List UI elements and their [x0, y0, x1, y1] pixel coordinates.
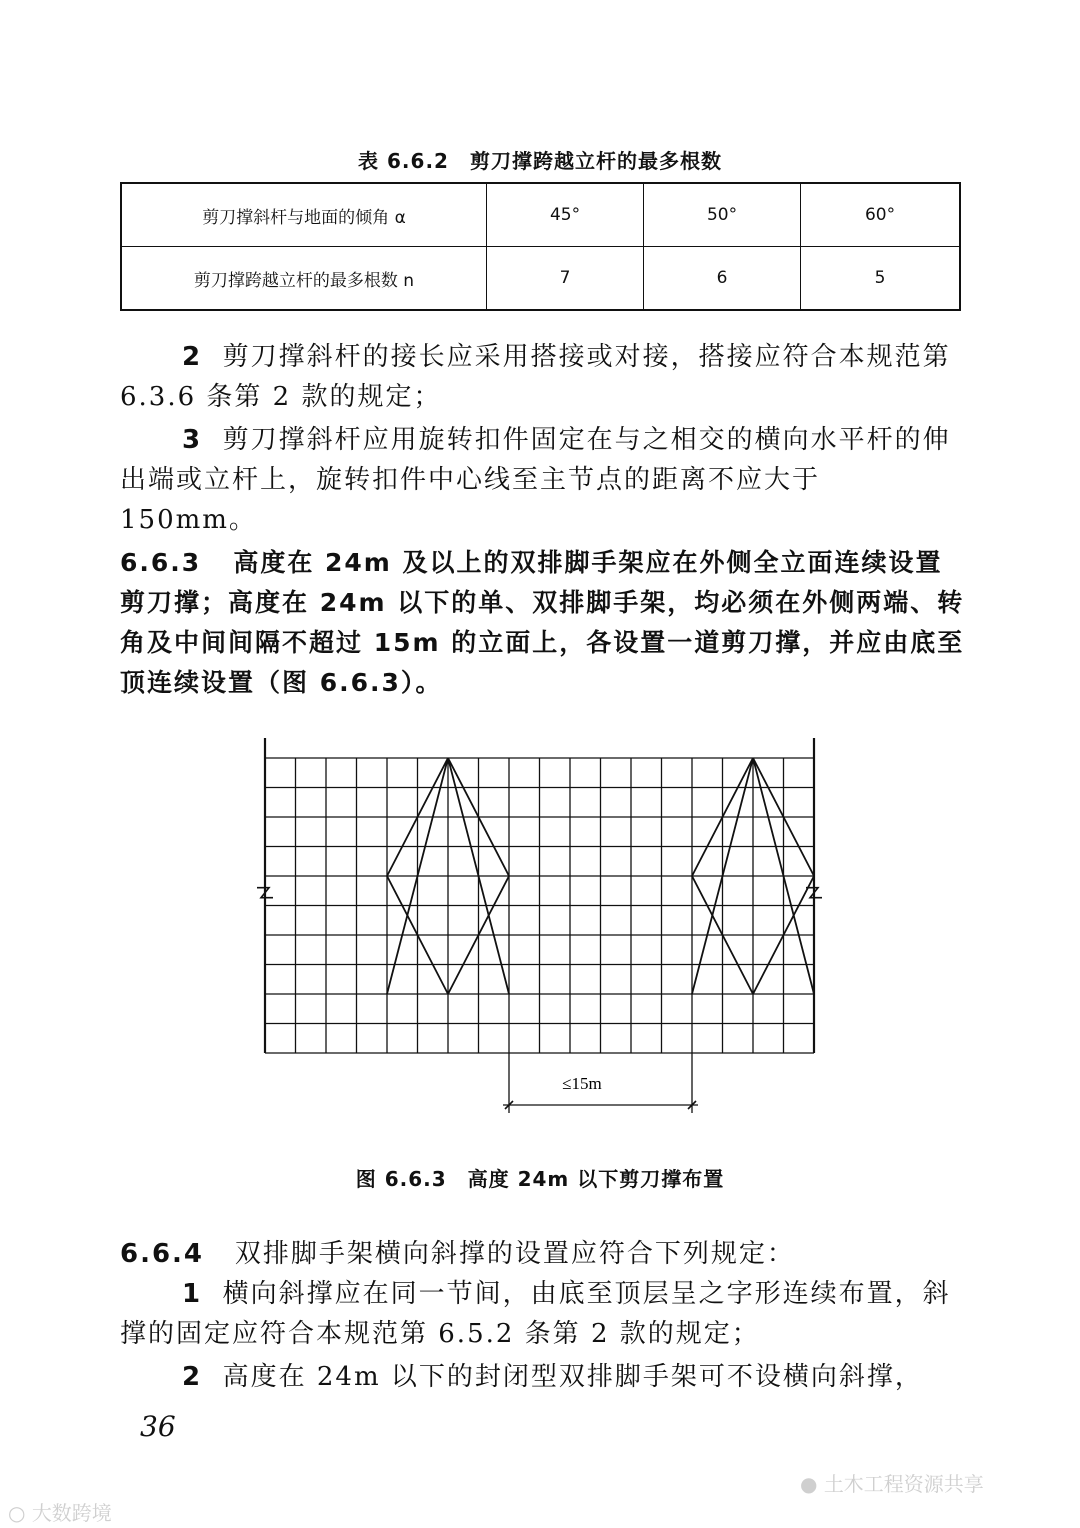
table-row-label: 剪刀撑跨越立杆的最多根数 n: [121, 247, 487, 311]
clause-text: 双排脚手架横向斜撑的设置应符合下列规定：: [234, 1239, 795, 1269]
item-number: 2: [182, 342, 203, 372]
brand-icon: ○: [8, 1501, 26, 1525]
table-cell: 7: [487, 247, 644, 311]
table-cell: 45°: [487, 183, 644, 247]
table-cell: 60°: [801, 183, 960, 247]
watermark-left: ○ 大数跨境: [8, 1501, 112, 1525]
item-number: 1: [182, 1279, 203, 1309]
item-number: 2: [182, 1362, 203, 1392]
wechat-icon: ●: [800, 1472, 818, 1496]
clause-6-6-4: [120, 1234, 965, 1274]
paragraph-item-1: [120, 1274, 965, 1354]
item-number: 3: [182, 425, 203, 455]
item-text: 高度在 24m 以下的封闭型双排脚手架可不设横向斜撑，: [222, 1362, 923, 1392]
scaffold-grid: [265, 738, 814, 1053]
item-text: 剪刀撑斜杆应用旋转扣件固定在与之相交的横向水平杆的伸出端或立杆上，旋转扣件中心线至主节点的距离不应大于 150mm。: [120, 425, 951, 535]
table-cell: 50°: [644, 183, 801, 247]
clause-number: 6.6.3: [120, 548, 202, 577]
clause-6-6-3: [120, 543, 965, 703]
table-row: [121, 183, 960, 247]
watermark-right: ● 土木工程资源共享: [800, 1472, 984, 1496]
item-text: 剪刀撑斜杆的接长应采用搭接或对接，搭接应符合本规范第 6.3.6 条第 2 款的规定；: [120, 342, 951, 412]
spec-table: [120, 182, 961, 311]
table-cell: 5: [801, 247, 960, 311]
table-caption: 表 6.6.2 剪刀撑跨越立杆的最多根数: [358, 149, 722, 173]
paragraph-item-2b: [120, 1357, 965, 1397]
dimension-label: ≤15m: [562, 1074, 602, 1093]
table-row: [121, 247, 960, 311]
scissor-brace-diagram: [250, 738, 830, 1118]
paragraph-item-2: [120, 337, 965, 417]
page-number: 36: [140, 1410, 176, 1443]
table-cell: 6: [644, 247, 801, 311]
table-row-label: 剪刀撑斜杆与地面的倾角 α: [121, 183, 487, 247]
figure-caption: 图 6.6.3 高度 24m 以下剪刀撑布置: [355, 1167, 725, 1191]
clause-text: 高度在 24m 及以上的双排脚手架应在外侧全立面连续设置剪刀撑；高度在 24m 以下的单、双排脚手架，均必须在外侧两端、转角及中间间隔不超过 15m 的立面上，各设置一道剪刀撑，并应由底至顶连续设置（图 6.6.3）。: [120, 548, 965, 697]
clause-number: 6.6.4: [120, 1239, 205, 1269]
item-text: 横向斜撑应在同一节间，由底至顶层呈之字形连续布置，斜撑的固定应符合本规范第 6.5.2 条第 2 款的规定；: [120, 1279, 951, 1349]
paragraph-item-3: [120, 420, 965, 540]
